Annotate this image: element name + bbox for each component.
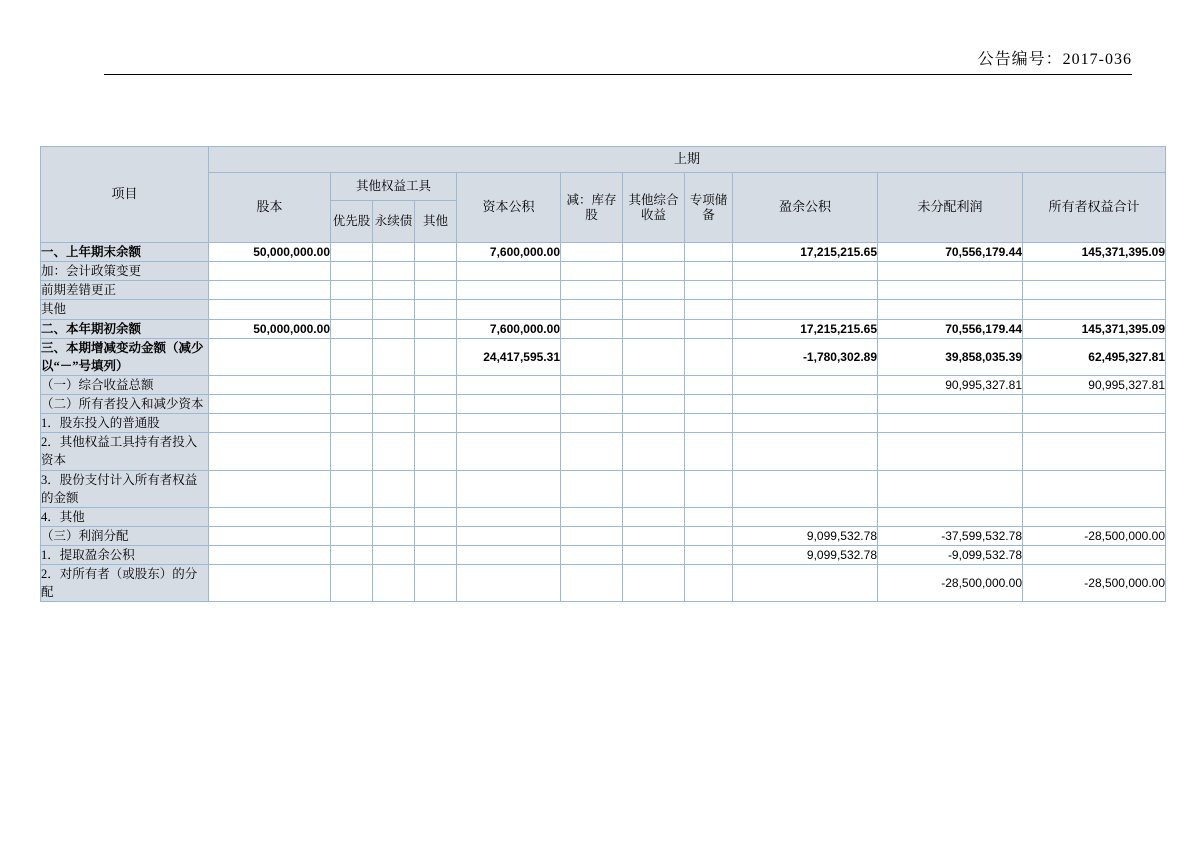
cell-capital-reserve [457, 565, 561, 602]
cell-undistributed-profit: 90,995,327.81 [878, 375, 1023, 394]
cell-treasury-stock [561, 395, 623, 414]
cell-capital-reserve: 24,417,595.31 [457, 338, 561, 375]
table-row [41, 243, 1166, 262]
cell-treasury-stock [561, 526, 623, 545]
cell-capital-reserve [457, 300, 561, 319]
cell-capital-reserve: 7,600,000.00 [457, 319, 561, 338]
table-row [41, 546, 1166, 565]
cell-undistributed-profit [878, 281, 1023, 300]
cell-surplus-reserve [733, 375, 878, 394]
row-label: 加：会计政策变更 [41, 262, 209, 281]
cell-other-instrument [415, 507, 457, 526]
cell-surplus-reserve: 9,099,532.78 [733, 526, 878, 545]
table-row [41, 470, 1166, 507]
cell-share-capital: 50,000,000.00 [209, 319, 331, 338]
header-total-equity: 所有者权益合计 [1023, 173, 1166, 243]
cell-total-equity: -28,500,000.00 [1023, 565, 1166, 602]
cell-special-reserve [685, 414, 733, 433]
cell-preferred-stock [331, 319, 373, 338]
cell-treasury-stock [561, 565, 623, 602]
cell-share-capital [209, 507, 331, 526]
table-body [41, 243, 1166, 602]
table-header [41, 147, 1166, 243]
cell-surplus-reserve [733, 565, 878, 602]
cell-perpetual-debt [373, 470, 415, 507]
cell-other-comprehensive [623, 281, 685, 300]
cell-other-instrument [415, 319, 457, 338]
equity-change-statement [40, 146, 1165, 602]
cell-perpetual-debt [373, 546, 415, 565]
table-row [41, 375, 1166, 394]
header-other-comprehensive: 其他综合收益 [623, 173, 685, 243]
cell-preferred-stock [331, 300, 373, 319]
cell-other-instrument [415, 338, 457, 375]
cell-other-comprehensive [623, 526, 685, 545]
header-item: 项目 [41, 147, 209, 243]
cell-treasury-stock [561, 470, 623, 507]
cell-surplus-reserve: -1,780,302.89 [733, 338, 878, 375]
cell-other-comprehensive [623, 395, 685, 414]
cell-surplus-reserve: 17,215,215.65 [733, 319, 878, 338]
cell-share-capital [209, 414, 331, 433]
row-label: （二）所有者投入和减少资本 [41, 395, 209, 414]
cell-total-equity: 62,495,327.81 [1023, 338, 1166, 375]
statement-table [40, 146, 1166, 602]
row-label: 1．股东投入的普通股 [41, 414, 209, 433]
cell-surplus-reserve: 9,099,532.78 [733, 546, 878, 565]
cell-share-capital [209, 375, 331, 394]
cell-other-comprehensive [623, 300, 685, 319]
cell-undistributed-profit: 70,556,179.44 [878, 319, 1023, 338]
cell-surplus-reserve [733, 507, 878, 526]
cell-share-capital [209, 338, 331, 375]
header-row-top [41, 147, 1166, 173]
cell-surplus-reserve [733, 300, 878, 319]
cell-other-instrument [415, 414, 457, 433]
table-row [41, 319, 1166, 338]
cell-perpetual-debt [373, 338, 415, 375]
cell-capital-reserve [457, 546, 561, 565]
cell-other-instrument [415, 526, 457, 545]
cell-treasury-stock [561, 243, 623, 262]
cell-perpetual-debt [373, 243, 415, 262]
cell-special-reserve [685, 470, 733, 507]
cell-surplus-reserve [733, 470, 878, 507]
cell-other-comprehensive [623, 319, 685, 338]
cell-treasury-stock [561, 319, 623, 338]
cell-total-equity [1023, 262, 1166, 281]
cell-capital-reserve: 7,600,000.00 [457, 243, 561, 262]
cell-treasury-stock [561, 375, 623, 394]
cell-perpetual-debt [373, 281, 415, 300]
cell-capital-reserve [457, 433, 561, 470]
cell-share-capital [209, 300, 331, 319]
cell-undistributed-profit [878, 262, 1023, 281]
cell-total-equity [1023, 300, 1166, 319]
cell-share-capital [209, 470, 331, 507]
cell-undistributed-profit: -9,099,532.78 [878, 546, 1023, 565]
table-row [41, 338, 1166, 375]
row-label: 1．提取盈余公积 [41, 546, 209, 565]
cell-other-instrument [415, 470, 457, 507]
cell-share-capital [209, 565, 331, 602]
row-label: （一）综合收益总额 [41, 375, 209, 394]
cell-other-comprehensive [623, 433, 685, 470]
cell-share-capital [209, 433, 331, 470]
cell-capital-reserve [457, 395, 561, 414]
row-label: 二、本年期初余额 [41, 319, 209, 338]
cell-undistributed-profit: -37,599,532.78 [878, 526, 1023, 545]
header-surplus-reserve: 盈余公积 [733, 173, 878, 243]
cell-total-equity [1023, 433, 1166, 470]
cell-surplus-reserve [733, 262, 878, 281]
cell-share-capital [209, 395, 331, 414]
cell-other-comprehensive [623, 262, 685, 281]
row-label: 其他 [41, 300, 209, 319]
header-treasury-stock: 减：库存股 [561, 173, 623, 243]
table-row [41, 300, 1166, 319]
cell-other-instrument [415, 262, 457, 281]
cell-other-comprehensive [623, 338, 685, 375]
cell-special-reserve [685, 507, 733, 526]
cell-total-equity [1023, 414, 1166, 433]
cell-special-reserve [685, 433, 733, 470]
announcement-number: 公告编号：2017-036 [977, 51, 1132, 68]
cell-preferred-stock [331, 433, 373, 470]
cell-other-comprehensive [623, 565, 685, 602]
cell-preferred-stock [331, 395, 373, 414]
cell-perpetual-debt [373, 375, 415, 394]
row-label: 前期差错更正 [41, 281, 209, 300]
cell-other-instrument [415, 565, 457, 602]
cell-special-reserve [685, 375, 733, 394]
cell-treasury-stock [561, 433, 623, 470]
cell-other-comprehensive [623, 414, 685, 433]
cell-preferred-stock [331, 526, 373, 545]
cell-perpetual-debt [373, 300, 415, 319]
cell-preferred-stock [331, 262, 373, 281]
cell-total-equity: 90,995,327.81 [1023, 375, 1166, 394]
cell-surplus-reserve [733, 433, 878, 470]
cell-capital-reserve [457, 262, 561, 281]
cell-special-reserve [685, 338, 733, 375]
cell-preferred-stock [331, 414, 373, 433]
cell-undistributed-profit: -28,500,000.00 [878, 565, 1023, 602]
cell-preferred-stock [331, 470, 373, 507]
row-label: 一、上年期末余额 [41, 243, 209, 262]
cell-total-equity [1023, 470, 1166, 507]
cell-special-reserve [685, 395, 733, 414]
cell-undistributed-profit: 39,858,035.39 [878, 338, 1023, 375]
row-label: 4．其他 [41, 507, 209, 526]
row-label: 三、本期增减变动金额（减少以“－”号填列） [41, 338, 209, 375]
header-period-group: 上期 [209, 147, 1166, 173]
cell-treasury-stock [561, 414, 623, 433]
cell-other-comprehensive [623, 375, 685, 394]
cell-perpetual-debt [373, 395, 415, 414]
cell-preferred-stock [331, 243, 373, 262]
cell-total-equity [1023, 546, 1166, 565]
cell-preferred-stock [331, 338, 373, 375]
cell-treasury-stock [561, 300, 623, 319]
header-other-instrument: 其他 [415, 201, 457, 243]
cell-perpetual-debt [373, 507, 415, 526]
cell-total-equity [1023, 395, 1166, 414]
cell-special-reserve [685, 546, 733, 565]
cell-other-instrument [415, 546, 457, 565]
table-row [41, 507, 1166, 526]
header-row-mid [41, 173, 1166, 201]
cell-preferred-stock [331, 546, 373, 565]
cell-special-reserve [685, 262, 733, 281]
table-row [41, 433, 1166, 470]
cell-perpetual-debt [373, 414, 415, 433]
cell-share-capital: 50,000,000.00 [209, 243, 331, 262]
cell-preferred-stock [331, 565, 373, 602]
cell-other-comprehensive [623, 243, 685, 262]
header-preferred-stock: 优先股 [331, 201, 373, 243]
cell-preferred-stock [331, 375, 373, 394]
cell-other-instrument [415, 433, 457, 470]
cell-perpetual-debt [373, 319, 415, 338]
cell-undistributed-profit [878, 507, 1023, 526]
row-label: （三）利润分配 [41, 526, 209, 545]
table-row [41, 565, 1166, 602]
cell-special-reserve [685, 319, 733, 338]
row-label: 3．股份支付计入所有者权益的金额 [41, 470, 209, 507]
cell-other-instrument [415, 395, 457, 414]
table-row [41, 395, 1166, 414]
header-other-equity-group: 其他权益工具 [331, 173, 457, 201]
cell-treasury-stock [561, 281, 623, 300]
cell-capital-reserve [457, 470, 561, 507]
cell-perpetual-debt [373, 433, 415, 470]
row-label: 2．其他权益工具持有者投入资本 [41, 433, 209, 470]
cell-share-capital [209, 281, 331, 300]
cell-other-instrument [415, 375, 457, 394]
header-share-capital: 股本 [209, 173, 331, 243]
cell-preferred-stock [331, 281, 373, 300]
cell-special-reserve [685, 243, 733, 262]
cell-capital-reserve [457, 281, 561, 300]
header-perpetual-debt: 永续债 [373, 201, 415, 243]
cell-other-comprehensive [623, 546, 685, 565]
cell-total-equity: -28,500,000.00 [1023, 526, 1166, 545]
cell-treasury-stock [561, 507, 623, 526]
cell-surplus-reserve: 17,215,215.65 [733, 243, 878, 262]
cell-special-reserve [685, 565, 733, 602]
cell-share-capital [209, 526, 331, 545]
cell-share-capital [209, 546, 331, 565]
cell-perpetual-debt [373, 262, 415, 281]
cell-total-equity [1023, 281, 1166, 300]
header-special-reserve: 专项储备 [685, 173, 733, 243]
cell-undistributed-profit [878, 470, 1023, 507]
header-undistributed-profit: 未分配利润 [878, 173, 1023, 243]
cell-capital-reserve [457, 414, 561, 433]
cell-special-reserve [685, 300, 733, 319]
table-row [41, 414, 1166, 433]
header-capital-reserve: 资本公积 [457, 173, 561, 243]
cell-undistributed-profit [878, 300, 1023, 319]
row-label: 2．对所有者（或股东）的分配 [41, 565, 209, 602]
cell-surplus-reserve [733, 281, 878, 300]
cell-treasury-stock [561, 262, 623, 281]
cell-perpetual-debt [373, 526, 415, 545]
cell-total-equity: 145,371,395.09 [1023, 243, 1166, 262]
cell-other-comprehensive [623, 470, 685, 507]
cell-capital-reserve [457, 375, 561, 394]
cell-special-reserve [685, 526, 733, 545]
cell-undistributed-profit [878, 395, 1023, 414]
cell-share-capital [209, 262, 331, 281]
cell-surplus-reserve [733, 414, 878, 433]
cell-other-comprehensive [623, 507, 685, 526]
cell-total-equity: 145,371,395.09 [1023, 319, 1166, 338]
cell-surplus-reserve [733, 395, 878, 414]
cell-perpetual-debt [373, 565, 415, 602]
cell-undistributed-profit [878, 414, 1023, 433]
cell-other-instrument [415, 243, 457, 262]
cell-undistributed-profit: 70,556,179.44 [878, 243, 1023, 262]
cell-capital-reserve [457, 526, 561, 545]
cell-other-instrument [415, 300, 457, 319]
cell-treasury-stock [561, 546, 623, 565]
table-row [41, 526, 1166, 545]
cell-preferred-stock [331, 507, 373, 526]
cell-capital-reserve [457, 507, 561, 526]
cell-total-equity [1023, 507, 1166, 526]
table-row [41, 262, 1166, 281]
table-row [41, 281, 1166, 300]
cell-special-reserve [685, 281, 733, 300]
cell-other-instrument [415, 281, 457, 300]
cell-treasury-stock [561, 338, 623, 375]
cell-undistributed-profit [878, 433, 1023, 470]
header-divider [104, 74, 1132, 75]
